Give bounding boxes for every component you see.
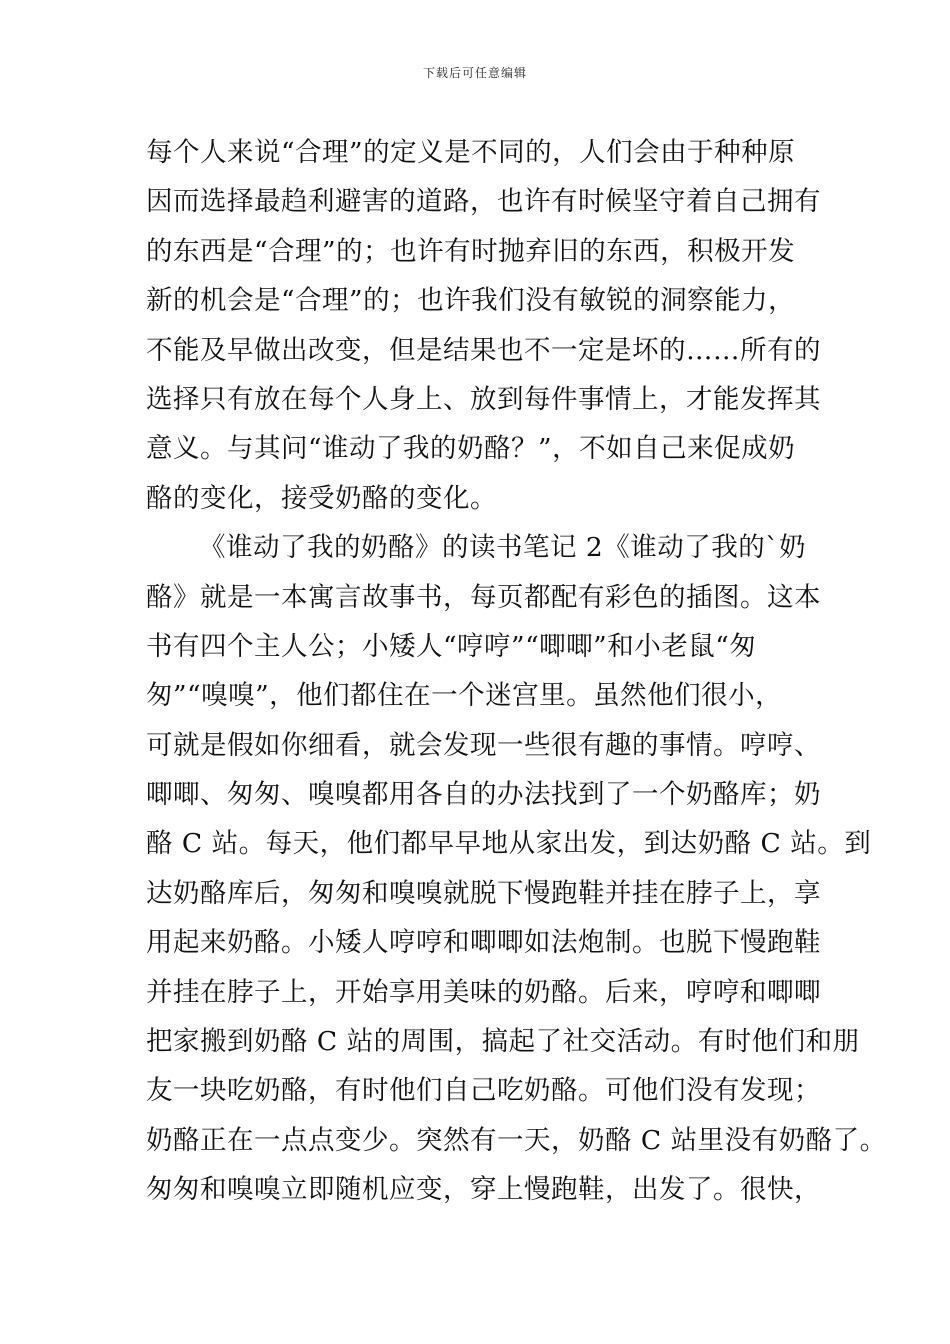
text-line: 意义。与其问“谁动了我的奶酪？”，不如自己来促成奶 — [146, 433, 796, 465]
paragraph-1 — [146, 128, 826, 523]
text-line: 奶酪正在一点点变少。突然有一天，奶酪 C 站里没有奶酪了。 — [146, 1124, 887, 1156]
text-line: 用起来奶酪。小矮人哼哼和唧唧如法炮制。也脱下慢跑鞋 — [146, 927, 821, 959]
text-line: 的东西是“合理”的；也许有时抛弃旧的东西，积极开发 — [146, 235, 796, 267]
text-line: 唧唧、匆匆、嗅嗅都用各自的办法找到了一个奶酪库；奶 — [146, 779, 821, 811]
text-line: 可就是假如你细看，就会发现一些很有趣的事情。哼哼、 — [146, 729, 821, 761]
text-line: 友一块吃奶酪，有时他们自己吃奶酪。可他们没有发现； — [146, 1075, 821, 1107]
text-line: 把家搬到奶酪 C 站的周围，搞起了社交活动。有时他们和朋 — [146, 1026, 860, 1058]
text-line: 选择只有放在每个人身上、放到每件事情上，才能发挥其 — [146, 383, 821, 415]
text-line: 达奶酪库后，匆匆和嗅嗅就脱下慢跑鞋并挂在脖子上，享 — [146, 877, 821, 909]
text-line: 书有四个主人公；小矮人“哼哼”“唧唧”和小老鼠“匆 — [146, 630, 757, 662]
paragraph-2 — [146, 523, 887, 1214]
text-line: 因而选择最趋利避害的道路，也许有时候坚守着自己拥有 — [146, 186, 821, 218]
body-text — [146, 128, 887, 1215]
text-line: 酪》就是一本寓言故事书，每页都配有彩色的插图。这本 — [146, 581, 821, 613]
page-header: 下载后可任意编辑 — [422, 66, 527, 80]
text-line: 每个人来说“合理”的定义是不同的，人们会由于种种原 — [146, 137, 796, 168]
text-line: 新的机会是“合理”的；也许我们没有敏锐的洞察能力， — [146, 285, 796, 317]
text-line: 匆匆和嗅嗅立即随机应变，穿上慢跑鞋，出发了。很快， — [146, 1174, 821, 1206]
text-line: 《谁动了我的奶酪》的读书笔记 2《谁动了我的`奶 — [199, 532, 807, 564]
text-line: 酪的变化，接受奶酪的变化。 — [146, 482, 497, 514]
text-line: 不能及早做出改变，但是结果也不一定是坏的……所有的 — [146, 334, 821, 366]
text-line: 酪 C 站。每天，他们都早早地从家出发，到达奶酪 C 站。到 — [146, 828, 872, 860]
text-line: 匆”“嗅嗅”，他们都住在一个迷宫里。虽然他们很小， — [146, 680, 783, 712]
text-line: 并挂在脖子上，开始享用美味的奶酪。后来，哼哼和唧唧 — [146, 976, 821, 1008]
